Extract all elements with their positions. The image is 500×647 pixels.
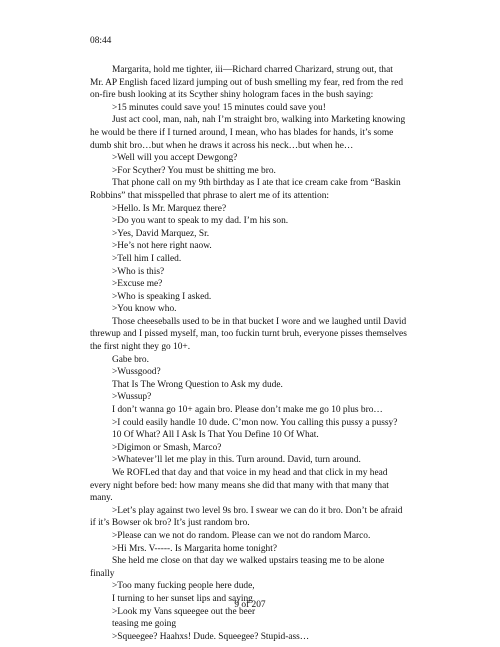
paragraph: >Squeegee? Haahxs! Dude. Squeegee? Stupid-ass… — [112, 631, 310, 642]
paragraph: >Digimon or Smash, Marco? — [112, 442, 222, 453]
paragraph: >Wussgood? — [112, 367, 161, 378]
paragraph: teasing me going — [112, 619, 177, 630]
paragraph: >I could easily handle 10 dude. C’mon now. You calling this pussy a pussy? — [112, 417, 398, 428]
paragraph: Just act cool, man, nah, nah I’m straight bro, walking into Marketing knowing he would be there if I turned around, I mean, who has blades for hands, it’s some dumb shit bro…but when he draws it across his neck…but when he… — [90, 115, 406, 151]
paragraph: >Whatever’ll let me play in this. Turn around. David, turn around. — [112, 455, 361, 466]
paragraph: >Too many fucking people here dude, — [112, 581, 255, 592]
paragraph: Gabe bro. — [112, 354, 149, 365]
document-body — [90, 64, 408, 643]
paragraph: Margarita, hold me tighter, iii—Richard charred Charizard, strung out, that Mr. AP English faced lizard jumping out of bush smelling my fear, red from the red on-fire bush looking at its Scyther shiny hologram faces in the bush saying: — [90, 65, 404, 101]
paragraph: That phone call on my 9th birthday as I ate that ice cream cake from “Baskin Robbins” that misspelled that phrase to alert me of its attention: — [90, 178, 401, 201]
paragraph: >Hi Mrs. V-----. Is Margarita home tonight? — [112, 543, 277, 554]
paragraph: >Tell him I called. — [112, 253, 182, 264]
paragraph: Those cheeseballs used to be in that bucket I wore and we laughed until David threwup and I pissed myself, man, too fuckin turnt bruh, everyone pisses themselves the first night they go 10+. — [90, 316, 407, 353]
paragraph: >Yes, David Marquez, Sr. — [112, 228, 210, 239]
paragraph: That Is The Wrong Question to Ask my dude. — [112, 379, 283, 390]
paragraph: >Please can we not do random. Please can we not do random Marco. — [112, 530, 371, 541]
paragraph: >Hello. Is Mr. Marquez there? — [112, 203, 227, 214]
paragraph: >Look my Vans squeegee out the beer — [112, 606, 256, 617]
paragraph: >For Scyther? You must be shitting me bro. — [112, 165, 276, 176]
paragraph: 10 Of What? All I Ask Is That You Define 10 Of What. — [112, 430, 319, 441]
paragraph: >Well will you accept Dewgong? — [112, 153, 238, 164]
paragraph: >You know who. — [112, 304, 177, 315]
paragraph: >Do you want to speak to my dad. I’m his son. — [112, 216, 289, 227]
paragraph: I turning to her sunset lips and saying — [112, 593, 253, 604]
page-number: 9 of 207 — [234, 600, 266, 610]
paragraph: >Wussup? — [112, 392, 152, 403]
paragraph: She held me close on that day we walked upstairs teasing me to be alone finally — [90, 556, 385, 579]
paragraph: >Who is this? — [112, 266, 165, 277]
time-heading: 08:44 — [90, 36, 112, 46]
paragraph: >Let’s play against two level 9s bro. I swear we can do it bro. Don’t be afraid if it’s Bowser ok bro? It’s just random bro. — [90, 505, 403, 529]
paragraph: >Excuse me? — [112, 279, 163, 290]
paragraph: >He’s not here right naow. — [112, 241, 212, 252]
paragraph: >15 minutes could save you! 15 minutes could save you! — [112, 102, 326, 113]
paragraph: We ROFLed that day and that voice in my head and that click in my head every night before bed: how many means she did that many with that many that many. — [90, 468, 389, 504]
paragraph: >Who is speaking I asked. — [112, 291, 212, 302]
paragraph: I don’t wanna go 10+ again bro. Please don’t make me go 10 plus bro… — [112, 405, 383, 416]
